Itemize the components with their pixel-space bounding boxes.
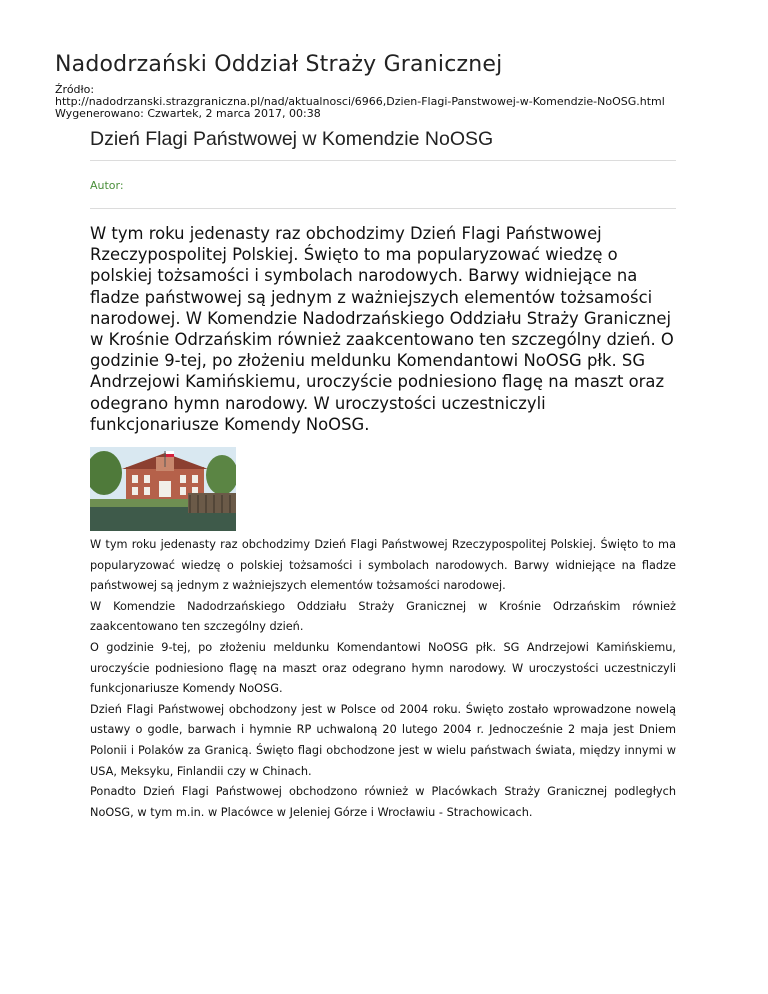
body-paragraph: W Komendzie Nadodrzańskiego Oddziału Straży Granicznej w Krośnie Odrzańskim również zaakcentowano ten szczególny dzień. <box>90 599 676 634</box>
body-paragraph: O godzinie 9-tej, po złożeniu meldunku Komendantowi NoOSG płk. SG Andrzejowi Kamińskiemu, uroczyście podniesiono flagę na maszt oraz odegrano hymn narodowy. W uroczystości uczestniczyli funkcjonariusze Komendy NoOSG. <box>90 641 676 696</box>
site-title: Nadodrzański Oddział Straży Granicznej <box>55 52 503 77</box>
source-url[interactable]: http://nadodrzanski.strazgraniczna.pl/nad/aktualnosci/6966,Dzien-Flagi-Panstwowej-w-Komendzie-NoOSG.html <box>55 95 665 108</box>
article-title: Dzień Flagi Państwowej w Komendzie NoOSG <box>90 128 676 161</box>
article <box>90 128 676 823</box>
document-meta <box>55 84 755 120</box>
body-paragraph: Dzień Flagi Państwowej obchodzony jest w Polsce od 2004 roku. Święto zostało wprowadzone nowelą ustawy o godle, barwach i hymnie RP uchwaloną 20 lutego 2004 r. Jednocześnie 2 maja jest Dniem Polonii i Polaków za Granicą. Święto flagi obchodzone jest w wielu państwach świata, między innymi w USA, Meksyku, Finlandii czy w Chinach. <box>90 702 676 778</box>
article-photo <box>90 447 236 531</box>
body-paragraph: Ponadto Dzień Flagi Państwowej obchodzono również w Placówkach Straży Granicznej podległych NoOSG, w tym m.in. w Placówce w Jeleniej Górze i Wrocławiu - Strachowicach. <box>90 785 676 819</box>
article-body <box>90 535 676 823</box>
source-label: Źródło: <box>55 83 95 96</box>
building-photo-illustration <box>90 447 236 531</box>
generated-date: Wygenerowano: Czwartek, 2 marca 2017, 00:38 <box>55 107 321 120</box>
author-label: Autor: <box>90 179 676 209</box>
article-lead: W tym roku jedenasty raz obchodzimy Dzień Flagi Państwowej Rzeczypospolitej Polskiej. Święto to ma popularyzować wiedzę o polskiej tożsamości i symbolach narodowych. Barwy widniejące na fladze państwowej są jednym z ważniejszych elementów tożsamości narodowej. W Komendzie Nadodrzańskiego Oddziału Straży Granicznej w Krośnie Odrzańskim również zaakcentowano ten szczególny dzień. O godzinie 9-tej, po złożeniu meldunku Komendantowi NoOSG płk. SG Andrzejowi Kamińskiemu, uroczyście podniesiono flagę na maszt oraz odegrano hymn narodowy. W uroczystości uczestniczyli funkcjonariusze Komendy NoOSG. <box>90 224 674 434</box>
body-paragraph: W tym roku jedenasty raz obchodzimy Dzień Flagi Państwowej Rzeczypospolitej Polskiej. Święto to ma popularyzować wiedzę o polskiej tożsamości i symbolach narodowych. Barwy widniejące na fladze państwowej są jednym z ważniejszych elementów tożsamości narodowej. <box>90 538 676 593</box>
